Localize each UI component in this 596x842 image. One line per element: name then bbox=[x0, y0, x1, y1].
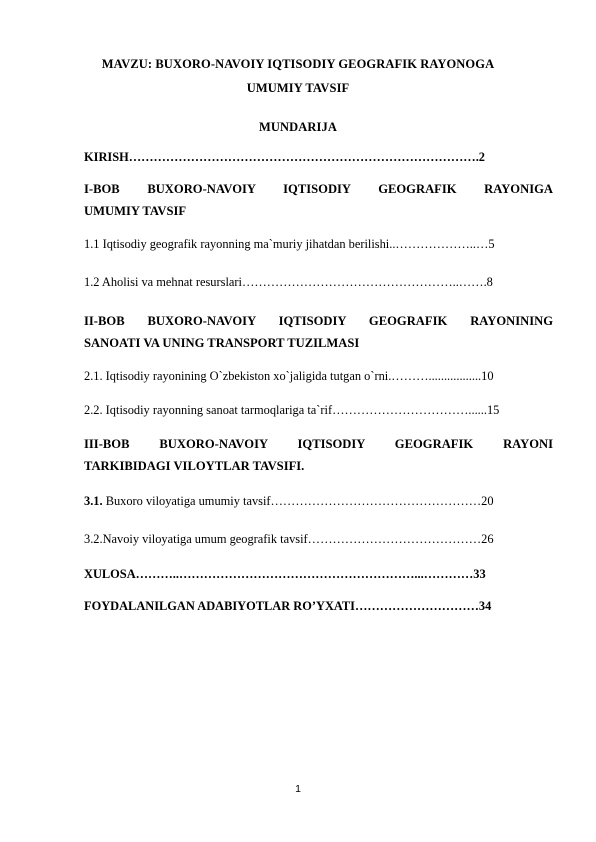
toc-entry-3-1-number: 3.1. bbox=[84, 494, 103, 508]
toc-entry-xulosa: XULOSA………..…………………………………………………...…………33 bbox=[84, 567, 486, 581]
page-number: 1 bbox=[295, 783, 301, 795]
toc-chapter-2 bbox=[84, 310, 553, 354]
toc-chapter-3 bbox=[84, 433, 553, 477]
toc-entry-3-2: 3.2.Navoiy viloyatiga umum geografik tavsif……………………………………26 bbox=[84, 532, 494, 546]
toc-entry-2-2: 2.2. Iqtisodiy rayonning sanoat tarmoqlariga ta`rif……………………………......15 bbox=[84, 403, 500, 417]
toc-chapter-1-line1: I-BOB BUXORO-NAVOIY IQTISODIY GEOGRAFIK RAYONIGA bbox=[84, 182, 553, 196]
toc-entry-1-2: 1.2 Aholisi va mehnat resurslari……………………………………………..…….8 bbox=[84, 275, 493, 289]
toc-entry-3-1 bbox=[84, 494, 553, 509]
toc-entry-bibliography: FOYDALANILGAN ADABIYOTLAR RO’YXATI…………………………34 bbox=[84, 599, 492, 613]
toc-chapter-3-line2: TARKIBIDAGI VILOYTLAR TAVSIFI. bbox=[84, 459, 305, 473]
toc-chapter-1-line2: UMUMIY TAVSIF bbox=[84, 204, 187, 218]
contents-heading: MUNDARIJA bbox=[259, 120, 337, 134]
toc-entry-3-1-text: Buxoro viloyatiga umumiy tavsif……………………………………………20 bbox=[102, 494, 494, 508]
toc-entry-kirish: KIRISH………………………………………………………………………….2 bbox=[84, 150, 485, 164]
toc-entry-2-1: 2.1. Iqtisodiy rayonining O`zbekiston xo`jaligida tutgan o`rni.……….................10 bbox=[84, 369, 494, 383]
document-title-line1: MAVZU: BUXORO-NAVOIY IQTISODIY GEOGRAFIK RAYONOGA bbox=[101, 57, 495, 71]
toc-chapter-1 bbox=[84, 178, 553, 222]
toc-entry-1-1: 1.1 Iqtisodiy geografik rayonning ma`muriy jihatdan berilishi..………………..…5 bbox=[84, 237, 495, 251]
toc-chapter-3-line1: III-BOB BUXORO-NAVOIY IQTISODIY GEOGRAFIK RAYONI bbox=[84, 437, 553, 451]
toc-chapter-2-line2: SANOATI VA UNING TRANSPORT TUZILMASI bbox=[84, 336, 360, 350]
toc-chapter-2-line1: II-BOB BUXORO-NAVOIY IQTISODIY GEOGRAFIK RAYONINING bbox=[84, 314, 553, 328]
document-title-line2: UMUMIY TAVSIF bbox=[246, 81, 350, 95]
